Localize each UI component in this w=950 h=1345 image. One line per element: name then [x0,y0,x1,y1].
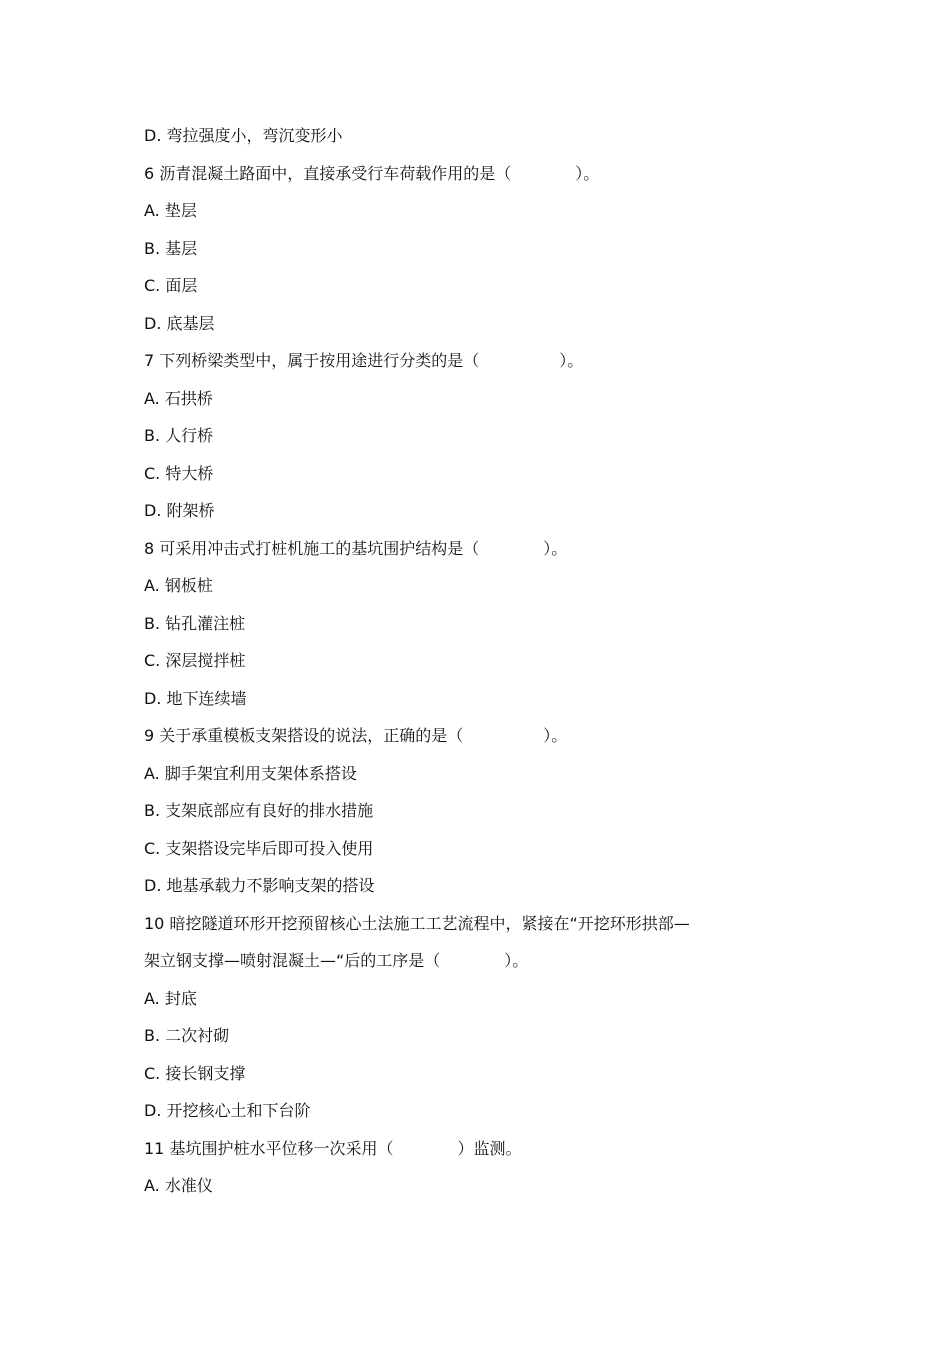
option-b-q10: B. 二次衬砌 [144,1026,230,1045]
option-d-q7: D. 附架桥 [144,501,215,520]
option-b-q8: B. 钻孔灌注桩 [144,613,246,633]
question-9: 9 关于承重模板支架搭设的说法，正确的是（ ）。 [144,726,568,745]
option-c-q6: C. 面层 [144,276,198,295]
option-a-q8: A. 钢板桩 [144,576,213,595]
option-c-q10: C. 接长钢支撑 [144,1063,246,1083]
option-a-q7: A. 石拱桥 [144,388,213,408]
question-10-line-2: 架立钢支撑—喷射混凝土—“后的工序是（ ）。 [144,951,529,970]
option-a-q10: A. 封底 [144,988,197,1008]
option-c-q9: C. 支架搭设完毕后即可投入使用 [144,838,374,858]
option-d-q6: D. 底基层 [144,313,215,333]
option-b-q9: B. 支架底部应有良好的排水措施 [144,801,374,820]
option-b-q6: B. 基层 [144,238,198,258]
option-a-q6: A. 垫层 [144,201,197,220]
question-7: 7 下列桥梁类型中，属于按用途进行分类的是（ ）。 [144,351,584,370]
option-d-q8: D. 地下连续墙 [144,688,247,708]
question-8: 8 可采用冲击式打桩机施工的基坑围护结构是（ ）。 [144,538,568,558]
document-page [144,117,804,1205]
option-a-q9: A. 脚手架宜利用支架体系搭设 [144,763,357,783]
question-11: 11 基坑围护桩水平位移一次采用（ ）监测。 [144,1138,522,1158]
option-d-q5: D. 弯拉强度小，弯沉变形小 [144,126,343,145]
option-c-q7: C. 特大桥 [144,463,214,483]
option-d-q9: D. 地基承载力不影响支架的搭设 [144,876,375,895]
option-b-q7: B. 人行桥 [144,426,214,445]
option-d-q10: D. 开挖核心土和下台阶 [144,1101,311,1120]
option-c-q8: C. 深层搅拌桩 [144,651,246,670]
question-10-line-1: 10 暗挖隧道环形开挖预留核心土法施工工艺流程中，紧接在“开挖环形拱部— [144,913,690,933]
question-6: 6 沥青混凝土路面中，直接承受行车荷载作用的是（ ）。 [144,163,600,183]
option-a-q11: A. 水准仪 [144,1176,213,1195]
